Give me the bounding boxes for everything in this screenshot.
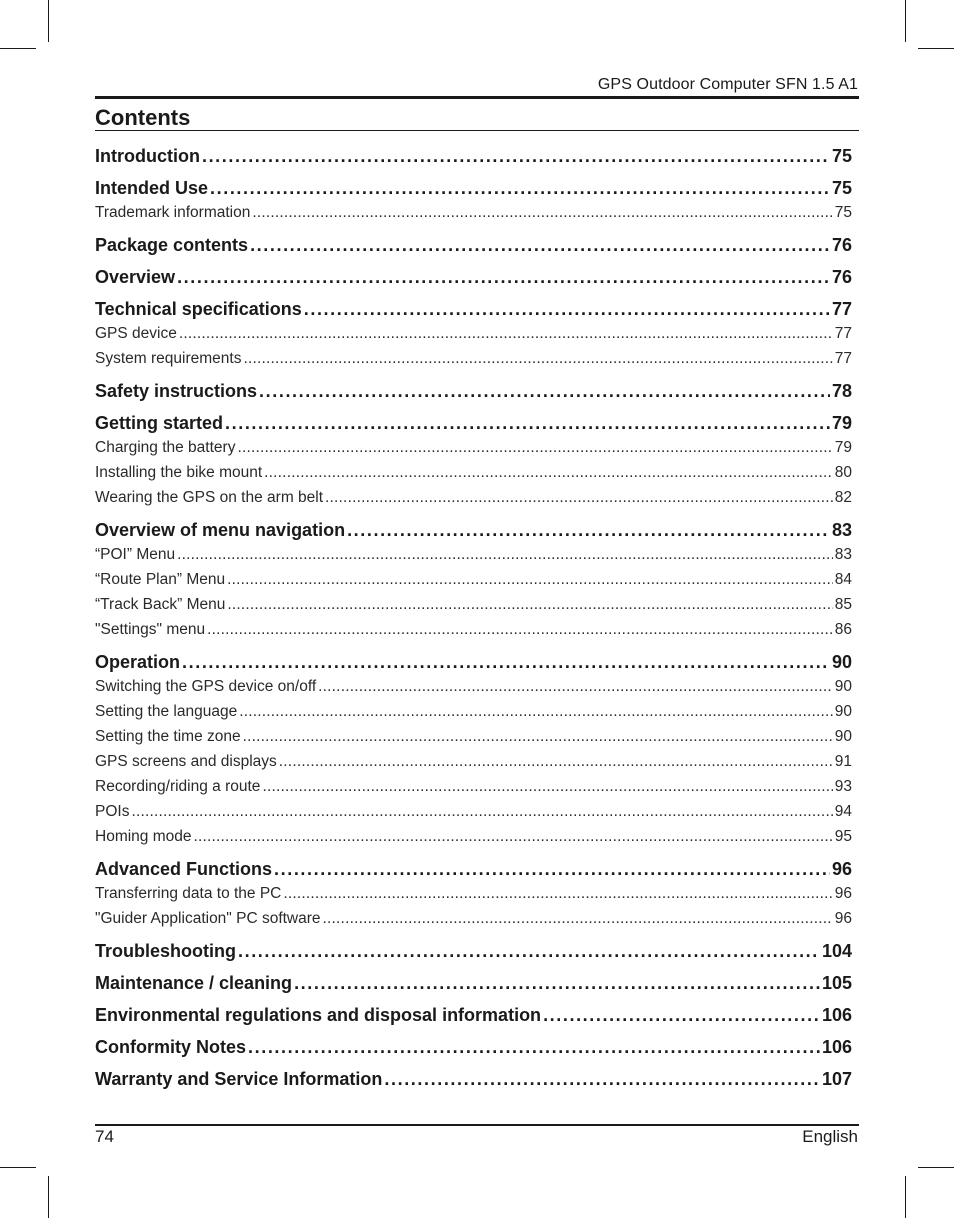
- toc-subentry[interactable]: [95, 749, 852, 774]
- toc-entry-title: Trademark information: [95, 204, 251, 221]
- dot-leader: [131, 799, 832, 824]
- footer-language: English: [802, 1127, 858, 1146]
- dot-leader: [304, 299, 830, 320]
- dot-leader: [283, 881, 832, 906]
- toc-entry[interactable]: [95, 973, 852, 995]
- toc-entry-page: 104: [821, 941, 852, 961]
- crop-mark: [905, 0, 906, 42]
- crop-mark: [918, 48, 954, 49]
- toc-entry-title: Homing mode: [95, 828, 192, 845]
- toc-entry-page: 94: [834, 803, 852, 820]
- toc-entry-page: 106: [821, 1037, 852, 1057]
- toc-entry-title: Overview: [95, 267, 176, 287]
- toc-subentry[interactable]: [95, 824, 852, 849]
- dot-leader: [325, 485, 833, 510]
- toc-subentry[interactable]: [95, 485, 852, 510]
- dot-leader: [194, 824, 833, 849]
- toc-entry-title: Advanced Functions: [95, 859, 273, 879]
- toc-entry-page: 93: [834, 778, 852, 795]
- toc-entry[interactable]: [95, 1037, 852, 1059]
- toc-entry-page: 78: [831, 381, 852, 401]
- toc-entry-title: “Track Back” Menu: [95, 596, 226, 613]
- toc-subentry[interactable]: [95, 724, 852, 749]
- dot-leader: [227, 592, 832, 617]
- toc-entry-page: 75: [831, 178, 852, 198]
- toc-subentry[interactable]: [95, 799, 852, 824]
- toc-entry-title: GPS screens and displays: [95, 753, 277, 770]
- toc-entry-page: 106: [821, 1005, 852, 1025]
- toc-entry-title: Recording/riding a route: [95, 778, 261, 795]
- dot-leader: [262, 774, 832, 799]
- toc-entry[interactable]: [95, 859, 852, 881]
- title-rule: [95, 130, 859, 131]
- toc-entry[interactable]: [95, 1069, 852, 1091]
- toc-entry-page: 85: [834, 596, 852, 613]
- toc-entry-page: 77: [834, 325, 852, 342]
- toc-entry-page: 96: [831, 859, 852, 879]
- toc-entry-page: 105: [821, 973, 852, 993]
- toc-entry[interactable]: [95, 1005, 852, 1027]
- toc-entry-title: Setting the time zone: [95, 728, 241, 745]
- toc-entry-title: Troubleshooting: [95, 941, 236, 961]
- toc-subentry[interactable]: [95, 435, 852, 460]
- toc-subentry[interactable]: [95, 321, 852, 346]
- toc-entry-title: Conformity Notes: [95, 1037, 247, 1057]
- dot-leader: [243, 346, 832, 371]
- toc-entry[interactable]: [95, 146, 852, 168]
- toc-entry-page: 90: [831, 652, 852, 672]
- dot-leader: [384, 1069, 820, 1090]
- toc-entry-page: 80: [834, 464, 852, 481]
- toc-subentry[interactable]: [95, 200, 852, 225]
- dot-leader: [274, 859, 830, 880]
- toc-entry-title: POIs: [95, 803, 130, 820]
- toc-entry[interactable]: [95, 941, 852, 963]
- toc-entry-title: Package contents: [95, 235, 249, 255]
- toc-entry-title: Transferring data to the PC: [95, 885, 282, 902]
- header-rule: [95, 96, 859, 99]
- toc-entry-title: Maintenance / cleaning: [95, 973, 293, 993]
- footer-rule: [95, 1124, 859, 1126]
- toc-entry-title: Intended Use: [95, 178, 209, 198]
- dot-leader: [243, 724, 833, 749]
- toc-entry-title: Introduction: [95, 146, 200, 166]
- toc-entry-title: GPS device: [95, 325, 177, 342]
- toc-subentry[interactable]: [95, 674, 852, 699]
- dot-leader: [227, 567, 833, 592]
- toc-entry-page: 107: [821, 1069, 852, 1089]
- toc-entry-title: "Settings" menu: [95, 621, 206, 638]
- dot-leader: [202, 146, 830, 167]
- dot-leader: [347, 520, 830, 541]
- crop-mark: [0, 1167, 36, 1168]
- page-number: 74: [95, 1127, 114, 1146]
- toc-entry-title: Safety instructions: [95, 381, 258, 401]
- toc-entry-title: Technical specifications: [95, 299, 302, 319]
- toc-entry-title: Operation: [95, 652, 181, 672]
- toc-entry-page: 83: [831, 520, 852, 540]
- toc-entry-title: Installing the bike mount: [95, 464, 263, 481]
- toc-entry[interactable]: [95, 267, 852, 289]
- dot-leader: [182, 652, 830, 673]
- dot-leader: [179, 321, 833, 346]
- toc-entry-title: Warranty and Service Information: [95, 1069, 383, 1089]
- toc-subentry[interactable]: [95, 346, 852, 371]
- dot-leader: [210, 178, 830, 199]
- toc-subentry[interactable]: [95, 774, 852, 799]
- toc-entry-page: 96: [834, 885, 852, 902]
- toc-entry-title: Charging the battery: [95, 439, 236, 456]
- page-title: Contents: [95, 105, 191, 130]
- toc-subentry[interactable]: [95, 592, 852, 617]
- toc-entry-page: 76: [831, 267, 852, 287]
- toc-entry-page: 95: [834, 828, 852, 845]
- toc-entry-title: “Route Plan” Menu: [95, 571, 226, 588]
- toc-subentry[interactable]: [95, 567, 852, 592]
- toc-entry-title: Getting started: [95, 413, 224, 433]
- crop-mark: [48, 0, 49, 42]
- crop-mark: [918, 1167, 954, 1168]
- toc-entry-page: 79: [831, 413, 852, 433]
- dot-leader: [239, 699, 833, 724]
- toc-entry-title: “POI” Menu: [95, 546, 176, 563]
- toc-entry-title: Environmental regulations and disposal information: [95, 1005, 542, 1025]
- crop-mark: [0, 48, 36, 49]
- dot-leader: [318, 674, 833, 699]
- toc-subentry[interactable]: [95, 881, 852, 906]
- toc-subentry[interactable]: [95, 617, 852, 642]
- toc-subentry[interactable]: [95, 699, 852, 724]
- toc-entry-page: 82: [834, 489, 852, 506]
- toc-entry-title: "Guider Application" PC software: [95, 910, 321, 927]
- toc-entry-page: 91: [834, 753, 852, 770]
- toc-entry-page: 76: [831, 235, 852, 255]
- crop-mark: [905, 1176, 906, 1218]
- toc-entry-page: 77: [834, 350, 852, 367]
- toc-entry-page: 90: [834, 728, 852, 745]
- toc-entry[interactable]: [95, 381, 852, 403]
- toc-subentry[interactable]: [95, 542, 852, 567]
- toc-subentry[interactable]: [95, 460, 852, 485]
- toc-entry[interactable]: [95, 652, 852, 674]
- dot-leader: [543, 1005, 820, 1026]
- running-header: GPS Outdoor Computer SFN 1.5 A1: [597, 76, 858, 93]
- toc-entry-title: Overview of menu navigation: [95, 520, 346, 540]
- toc-entry-page: 79: [834, 439, 852, 456]
- toc-entry-title: Switching the GPS device on/off: [95, 678, 317, 695]
- dot-leader: [237, 435, 832, 460]
- dot-leader: [248, 1037, 820, 1058]
- toc-entry[interactable]: [95, 299, 852, 321]
- crop-mark: [48, 1176, 49, 1218]
- dot-leader: [259, 381, 830, 402]
- dot-leader: [225, 413, 830, 434]
- dot-leader: [323, 906, 833, 931]
- toc-entry-title: Wearing the GPS on the arm belt: [95, 489, 324, 506]
- toc-entry-page: 83: [834, 546, 852, 563]
- toc-entry-title: System requirements: [95, 350, 242, 367]
- dot-leader: [177, 542, 833, 567]
- dot-leader: [250, 235, 830, 256]
- toc-entry-page: 75: [831, 146, 852, 166]
- dot-leader: [252, 200, 832, 225]
- toc-entry[interactable]: [95, 178, 852, 200]
- dot-leader: [264, 460, 833, 485]
- toc-entry-page: 75: [834, 204, 852, 221]
- toc-entry-page: 90: [834, 703, 852, 720]
- toc-entry-title: Setting the language: [95, 703, 238, 720]
- toc-entry-page: 86: [834, 621, 852, 638]
- toc-entry[interactable]: [95, 235, 852, 257]
- dot-leader: [177, 267, 830, 288]
- dot-leader: [294, 973, 820, 994]
- dot-leader: [238, 941, 820, 962]
- dot-leader: [207, 617, 833, 642]
- toc-entry[interactable]: [95, 413, 852, 435]
- toc-entry-page: 77: [831, 299, 852, 319]
- toc-entry-page: 90: [834, 678, 852, 695]
- toc-entry-page: 96: [834, 910, 852, 927]
- dot-leader: [279, 749, 833, 774]
- toc-subentry[interactable]: [95, 906, 852, 931]
- table-of-contents: [95, 146, 852, 1091]
- toc-entry-page: 84: [834, 571, 852, 588]
- toc-entry[interactable]: [95, 520, 852, 542]
